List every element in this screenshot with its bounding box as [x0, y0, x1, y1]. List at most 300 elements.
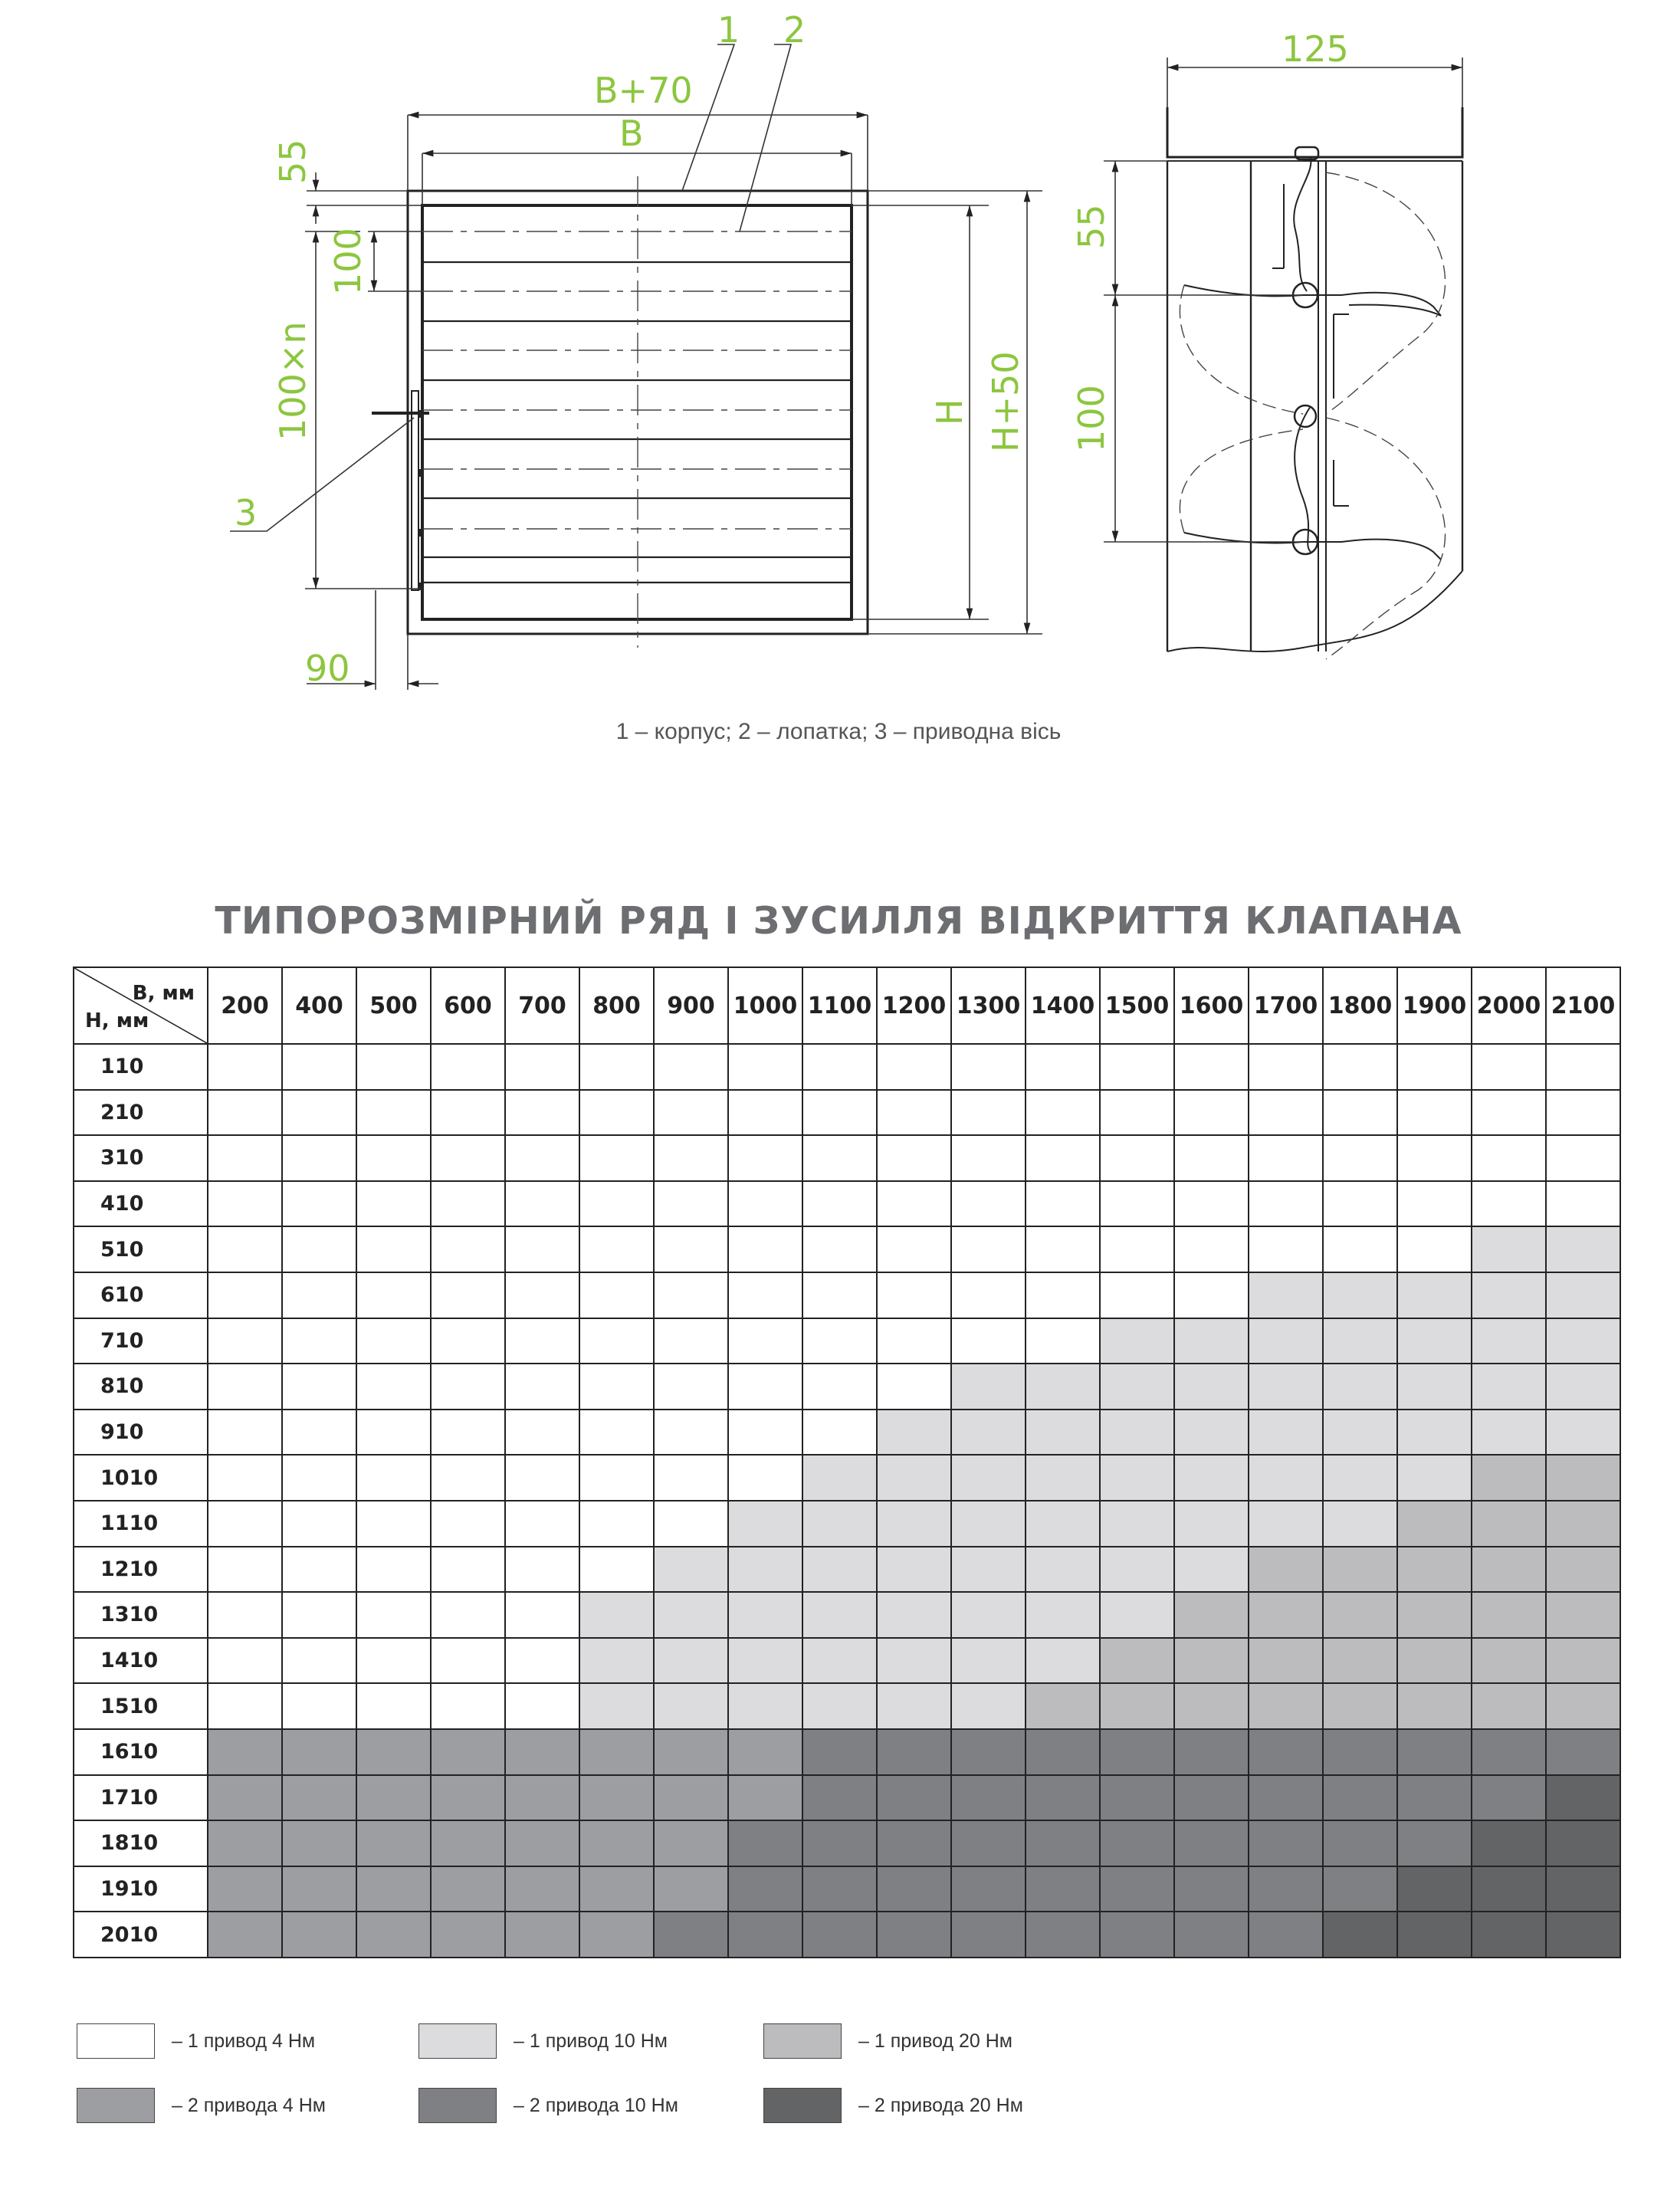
table-cell	[1100, 1226, 1174, 1272]
table-cell	[282, 1455, 356, 1501]
table-cell	[1249, 1501, 1323, 1547]
corner-b-label: B, мм	[132, 982, 195, 1005]
table-cell	[431, 1455, 505, 1501]
table-cell	[1174, 1181, 1249, 1227]
table-row	[74, 1775, 1620, 1821]
table-cell	[1026, 1455, 1100, 1501]
table-cell	[579, 1364, 654, 1410]
table-cell	[728, 1683, 802, 1729]
table-cell	[431, 1318, 505, 1364]
table-cell	[654, 1683, 728, 1729]
table-cell	[505, 1729, 579, 1775]
table-cell	[431, 1044, 505, 1090]
table-cell	[877, 1775, 951, 1821]
table-cell	[654, 1226, 728, 1272]
table-cell	[579, 1683, 654, 1729]
table-cell	[802, 1272, 877, 1318]
table-cell	[1546, 1683, 1620, 1729]
table-cell	[1026, 1364, 1100, 1410]
table-cell	[951, 1135, 1026, 1181]
table-cell	[802, 1820, 877, 1866]
table-cell	[654, 1866, 728, 1912]
table-cell	[1026, 1547, 1100, 1593]
table-cell	[1174, 1592, 1249, 1638]
row-header-h: 1410	[74, 1638, 208, 1684]
table-cell	[877, 1866, 951, 1912]
table-row	[74, 1592, 1620, 1638]
table-cell	[1323, 1592, 1397, 1638]
table-row	[74, 1638, 1620, 1684]
table-cell	[579, 1820, 654, 1866]
table-cell	[1100, 1912, 1174, 1958]
table-cell	[1546, 1318, 1620, 1364]
table-cell	[1472, 1090, 1546, 1136]
table-cell	[728, 1455, 802, 1501]
table-cell	[1397, 1272, 1472, 1318]
table-cell	[654, 1272, 728, 1318]
table-cell	[1472, 1135, 1546, 1181]
table-cell	[1546, 1638, 1620, 1684]
table-row	[74, 1455, 1620, 1501]
table-cell	[1174, 1090, 1249, 1136]
table-cell	[282, 1364, 356, 1410]
table-cell	[579, 1866, 654, 1912]
table-cell	[1323, 1272, 1397, 1318]
table-cell	[505, 1044, 579, 1090]
row-header-h: 710	[74, 1318, 208, 1364]
table-cell	[728, 1501, 802, 1547]
table-cell	[951, 1181, 1026, 1227]
table-cell	[1323, 1820, 1397, 1866]
label-b-plus-70: B+70	[594, 70, 693, 111]
row-header-h: 1510	[74, 1683, 208, 1729]
table-cell	[505, 1181, 579, 1227]
table-cell	[431, 1820, 505, 1866]
table-cell	[951, 1226, 1026, 1272]
column-header-b: 1100	[802, 967, 877, 1044]
table-cell	[208, 1501, 282, 1547]
table-cell	[1249, 1318, 1323, 1364]
label-dim-100-right: 100	[1071, 385, 1112, 452]
legend-item	[763, 2023, 1012, 2059]
table-cell	[1026, 1729, 1100, 1775]
column-header-b: 1900	[1397, 967, 1472, 1044]
column-header-b: 200	[208, 967, 282, 1044]
table-cell	[431, 1592, 505, 1638]
table-cell	[579, 1912, 654, 1958]
table-row	[74, 1272, 1620, 1318]
table-cell	[282, 1181, 356, 1227]
table-cell	[282, 1501, 356, 1547]
table-cell	[282, 1272, 356, 1318]
table-cell	[505, 1592, 579, 1638]
row-header-h: 1710	[74, 1775, 208, 1821]
table-cell	[1249, 1044, 1323, 1090]
table-cell	[282, 1410, 356, 1456]
table-cell	[802, 1592, 877, 1638]
table-cell	[1100, 1820, 1174, 1866]
table-cell	[951, 1272, 1026, 1318]
table-cell	[431, 1912, 505, 1958]
table-cell	[877, 1638, 951, 1684]
table-cell	[1323, 1455, 1397, 1501]
table-cell	[505, 1820, 579, 1866]
table-cell	[1249, 1181, 1323, 1227]
table-cell	[951, 1090, 1026, 1136]
legend-item	[77, 2088, 326, 2123]
table-cell	[1323, 1318, 1397, 1364]
table-cell	[208, 1044, 282, 1090]
row-header-h: 1210	[74, 1547, 208, 1593]
table-cell	[1026, 1181, 1100, 1227]
table-cell	[1100, 1592, 1174, 1638]
table-cell	[1249, 1820, 1323, 1866]
table-cell	[431, 1775, 505, 1821]
table-cell	[802, 1683, 877, 1729]
table-cell	[1323, 1044, 1397, 1090]
table-cell	[356, 1226, 431, 1272]
table-cell	[1249, 1455, 1323, 1501]
table-cell	[728, 1364, 802, 1410]
table-cell	[951, 1866, 1026, 1912]
table-cell	[579, 1729, 654, 1775]
table-cell	[1323, 1181, 1397, 1227]
table-cell	[1100, 1364, 1174, 1410]
table-cell	[728, 1226, 802, 1272]
table-cell	[208, 1364, 282, 1410]
table-cell	[505, 1410, 579, 1456]
label-dim-55-right: 55	[1071, 204, 1112, 249]
table-cell	[1026, 1090, 1100, 1136]
table-cell	[1174, 1683, 1249, 1729]
table-cell	[728, 1090, 802, 1136]
table-cell	[654, 1729, 728, 1775]
table-cell	[282, 1592, 356, 1638]
table-cell	[1472, 1410, 1546, 1456]
table-cell	[208, 1318, 282, 1364]
table-cell	[1249, 1226, 1323, 1272]
label-h: H	[929, 399, 970, 425]
table-cell	[1100, 1090, 1174, 1136]
table-cell	[1323, 1090, 1397, 1136]
table-cell	[1174, 1775, 1249, 1821]
table-cell	[208, 1226, 282, 1272]
table-cell	[1100, 1547, 1174, 1593]
legend-item	[77, 2023, 315, 2059]
table-cell	[356, 1090, 431, 1136]
legend-swatch	[77, 2088, 155, 2123]
table-cell	[1100, 1683, 1174, 1729]
table-cell	[356, 1181, 431, 1227]
table-cell	[579, 1226, 654, 1272]
table-cell	[728, 1272, 802, 1318]
table-cell	[877, 1547, 951, 1593]
table-cell	[282, 1683, 356, 1729]
table-cell	[1100, 1272, 1174, 1318]
row-header-h: 810	[74, 1364, 208, 1410]
table-cell	[1026, 1775, 1100, 1821]
table-cell	[505, 1090, 579, 1136]
table-cell	[1472, 1775, 1546, 1821]
table-cell	[356, 1044, 431, 1090]
column-header-b: 600	[431, 967, 505, 1044]
table-cell	[1472, 1729, 1546, 1775]
table-cell	[654, 1638, 728, 1684]
table-cell	[1472, 1501, 1546, 1547]
table-cell	[877, 1912, 951, 1958]
table-cell	[877, 1135, 951, 1181]
table-cell	[356, 1638, 431, 1684]
table-cell	[1174, 1866, 1249, 1912]
table-cell	[1546, 1455, 1620, 1501]
table-cell	[802, 1318, 877, 1364]
table-cell	[282, 1775, 356, 1821]
table-cell	[1397, 1912, 1472, 1958]
table-cell	[431, 1638, 505, 1684]
table-cell	[1323, 1226, 1397, 1272]
table-cell	[728, 1775, 802, 1821]
table-cell	[877, 1592, 951, 1638]
column-header-b: 2100	[1546, 967, 1620, 1044]
table-cell	[1397, 1044, 1472, 1090]
label-b: B	[619, 113, 644, 154]
table-cell	[282, 1729, 356, 1775]
table-cell	[1174, 1135, 1249, 1181]
table-cell	[356, 1866, 431, 1912]
table-cell	[1249, 1683, 1323, 1729]
table-cell	[282, 1912, 356, 1958]
table-cell	[1100, 1410, 1174, 1456]
table-body	[74, 1044, 1620, 1958]
table-cell	[1397, 1318, 1472, 1364]
table-cell	[1249, 1912, 1323, 1958]
column-header-b: 1400	[1026, 967, 1100, 1044]
table-row	[74, 1683, 1620, 1729]
table-cell	[1397, 1638, 1472, 1684]
table-cell	[877, 1501, 951, 1547]
table-cell	[1546, 1547, 1620, 1593]
table-cell	[1546, 1820, 1620, 1866]
table-cell	[1546, 1410, 1620, 1456]
column-header-b: 500	[356, 967, 431, 1044]
table-cell	[1174, 1226, 1249, 1272]
table-cell	[579, 1775, 654, 1821]
table-cell	[1472, 1364, 1546, 1410]
table-cell	[802, 1090, 877, 1136]
legend-swatch	[763, 2023, 842, 2059]
legend-item	[418, 2023, 668, 2059]
table-cell	[1249, 1866, 1323, 1912]
table-cell	[579, 1638, 654, 1684]
table-cell	[1174, 1547, 1249, 1593]
table-cell	[282, 1044, 356, 1090]
table-cell	[1472, 1455, 1546, 1501]
table-cell	[579, 1090, 654, 1136]
column-header-b: 900	[654, 967, 728, 1044]
table-cell	[431, 1364, 505, 1410]
table-row	[74, 1181, 1620, 1227]
table-cell	[505, 1912, 579, 1958]
table-cell	[1323, 1683, 1397, 1729]
table-cell	[356, 1318, 431, 1364]
legend-swatch	[418, 2088, 497, 2123]
column-header-b: 1200	[877, 967, 951, 1044]
table-cell	[208, 1729, 282, 1775]
table-cell	[1546, 1226, 1620, 1272]
row-header-h: 2010	[74, 1912, 208, 1958]
table-cell	[356, 1775, 431, 1821]
table-cell	[802, 1501, 877, 1547]
table-row	[74, 1135, 1620, 1181]
table-cell	[802, 1775, 877, 1821]
table-cell	[1174, 1912, 1249, 1958]
table-cell	[208, 1683, 282, 1729]
legend-label: – 2 привода 20 Нм	[858, 2094, 1023, 2116]
table-cell	[1100, 1455, 1174, 1501]
table-cell	[505, 1226, 579, 1272]
table-cell	[282, 1638, 356, 1684]
table-cell	[951, 1044, 1026, 1090]
table-cell	[1100, 1044, 1174, 1090]
label-dim-100-left: 100	[327, 228, 369, 295]
row-header-h: 1010	[74, 1455, 208, 1501]
table-cell	[951, 1638, 1026, 1684]
table-cell	[1546, 1181, 1620, 1227]
table-cell	[654, 1912, 728, 1958]
row-header-h: 1910	[74, 1866, 208, 1912]
table-cell	[1249, 1729, 1323, 1775]
column-header-b: 1700	[1249, 967, 1323, 1044]
row-header-h: 1610	[74, 1729, 208, 1775]
legend-label: – 1 привод 10 Нм	[514, 2030, 668, 2052]
table-cell	[282, 1820, 356, 1866]
table-cell	[1472, 1820, 1546, 1866]
table-cell	[802, 1044, 877, 1090]
table-corner-cell	[74, 967, 208, 1044]
row-header-h: 1110	[74, 1501, 208, 1547]
table-cell	[1472, 1318, 1546, 1364]
table-cell	[1323, 1135, 1397, 1181]
table-cell	[208, 1410, 282, 1456]
table-cell	[877, 1729, 951, 1775]
table-cell	[505, 1135, 579, 1181]
table-cell	[505, 1318, 579, 1364]
label-part-2: 2	[783, 9, 806, 51]
table-cell	[728, 1820, 802, 1866]
technical-drawings	[0, 0, 1677, 766]
table-cell	[356, 1364, 431, 1410]
table-cell	[1546, 1090, 1620, 1136]
table-cell	[1397, 1866, 1472, 1912]
table-row	[74, 1226, 1620, 1272]
drawing-caption: 1 – корпус; 2 – лопатка; 3 – приводна вісь	[615, 719, 1062, 744]
table-header-row	[74, 967, 1620, 1044]
table-row	[74, 1364, 1620, 1410]
table-cell	[1100, 1866, 1174, 1912]
table-cell	[654, 1135, 728, 1181]
table-cell	[654, 1775, 728, 1821]
table-cell	[877, 1044, 951, 1090]
table-row	[74, 1866, 1620, 1912]
legend-label: – 1 привод 20 Нм	[858, 2030, 1012, 2052]
column-header-b: 1300	[951, 967, 1026, 1044]
table-cell	[356, 1410, 431, 1456]
table-cell	[1174, 1272, 1249, 1318]
table-cell	[431, 1226, 505, 1272]
table-cell	[728, 1912, 802, 1958]
table-cell	[208, 1455, 282, 1501]
table-cell	[1546, 1135, 1620, 1181]
row-header-h: 1810	[74, 1820, 208, 1866]
size-table	[73, 967, 1621, 1958]
row-header-h: 1310	[74, 1592, 208, 1638]
table-cell	[728, 1592, 802, 1638]
table-cell	[431, 1729, 505, 1775]
table-cell	[208, 1638, 282, 1684]
table-cell	[1100, 1135, 1174, 1181]
table-cell	[1100, 1638, 1174, 1684]
table-cell	[356, 1912, 431, 1958]
table-cell	[208, 1866, 282, 1912]
table-cell	[1174, 1455, 1249, 1501]
table-cell	[1100, 1775, 1174, 1821]
legend-swatch	[418, 2023, 497, 2059]
table-cell	[356, 1135, 431, 1181]
table-cell	[1546, 1592, 1620, 1638]
table-cell	[951, 1501, 1026, 1547]
column-header-b: 700	[505, 967, 579, 1044]
table-cell	[356, 1272, 431, 1318]
table-row	[74, 1090, 1620, 1136]
table-cell	[579, 1135, 654, 1181]
table-cell	[951, 1455, 1026, 1501]
table-cell	[951, 1912, 1026, 1958]
table-cell	[1026, 1226, 1100, 1272]
table-cell	[431, 1547, 505, 1593]
label-h-plus-50: H+50	[985, 351, 1026, 452]
table-cell	[579, 1410, 654, 1456]
table-cell	[356, 1729, 431, 1775]
row-header-h: 110	[74, 1044, 208, 1090]
table-cell	[505, 1501, 579, 1547]
table-cell	[1323, 1547, 1397, 1593]
table-cell	[431, 1135, 505, 1181]
table-cell	[1026, 1272, 1100, 1318]
table-cell	[1174, 1410, 1249, 1456]
table-cell	[951, 1729, 1026, 1775]
table-cell	[1397, 1729, 1472, 1775]
legend-swatch	[763, 2088, 842, 2123]
table-cell	[1026, 1135, 1100, 1181]
table-cell	[877, 1364, 951, 1410]
table-title: ТИПОРОЗМІРНИЙ РЯД І ЗУСИЛЛЯ ВІДКРИТТЯ КЛАПАНА	[215, 899, 1462, 943]
table-cell	[877, 1181, 951, 1227]
table-cell	[802, 1547, 877, 1593]
table-cell	[1249, 1638, 1323, 1684]
table-cell	[728, 1729, 802, 1775]
table-cell	[1546, 1044, 1620, 1090]
table-cell	[505, 1547, 579, 1593]
table-cell	[1174, 1820, 1249, 1866]
table-cell	[1174, 1044, 1249, 1090]
table-cell	[877, 1272, 951, 1318]
table-cell	[654, 1547, 728, 1593]
table-cell	[728, 1135, 802, 1181]
table-cell	[282, 1866, 356, 1912]
table-cell	[951, 1318, 1026, 1364]
table-cell	[1249, 1364, 1323, 1410]
table-cell	[1546, 1775, 1620, 1821]
